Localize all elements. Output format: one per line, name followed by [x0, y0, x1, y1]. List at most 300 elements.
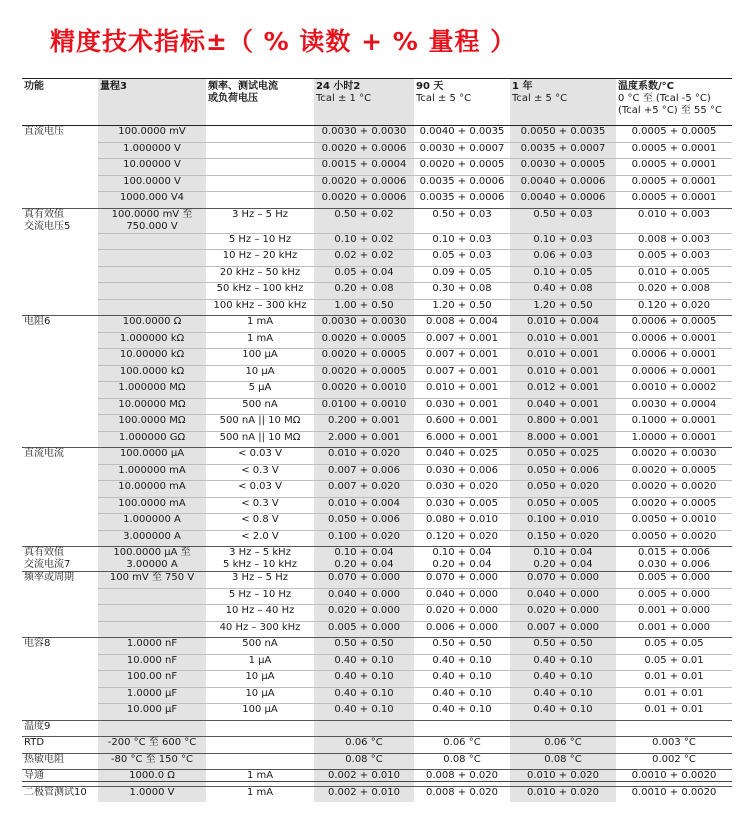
cell-accuracy-1y: 0.010 + 0.020 [510, 770, 616, 787]
cell-accuracy-24h: 0.100 + 0.020 [314, 530, 414, 547]
cell-function [22, 687, 98, 704]
cell-function: 导通 [22, 770, 98, 787]
cell-accuracy-24h: 0.0100 + 0.0010 [314, 398, 414, 415]
cell-test-condition: < 2.0 V [206, 530, 314, 547]
cell-temp-coefficient: 0.0050 + 0.0010 [616, 514, 732, 531]
cell-accuracy-1y: 0.010 + 0.001 [510, 365, 616, 382]
cell-temp-coefficient: 0.05 + 0.01 [616, 654, 732, 671]
cell-accuracy-90d: 0.50 + 0.50 [414, 638, 510, 655]
cell-accuracy-24h: 0.10 + 0.02 [314, 233, 414, 250]
cell-temp-coefficient: 0.0006 + 0.0001 [616, 349, 732, 366]
cell-function: 二极管测试10 [22, 786, 98, 802]
cell-temp-coefficient: 0.010 + 0.003 [616, 208, 732, 233]
cell-accuracy-90d: 0.08 °C [414, 753, 510, 770]
cell-test-condition: < 0.03 V [206, 481, 314, 498]
cell-temp-coefficient: 0.0006 + 0.0005 [616, 316, 732, 333]
cell-range: 1.000000 V [98, 142, 206, 159]
cell-accuracy-24h: 0.0020 + 0.0006 [314, 175, 414, 192]
cell-test-condition: < 0.3 V [206, 464, 314, 481]
cell-accuracy-24h: 0.50 + 0.50 [314, 638, 414, 655]
cell-test-condition: 500 nA [206, 398, 314, 415]
cell-accuracy-24h [314, 720, 414, 737]
cell-test-condition: 1 mA [206, 786, 314, 802]
cell-test-condition: 500 nA || 10 MΩ [206, 415, 314, 432]
cell-function: 电容8 [22, 638, 98, 655]
cell-accuracy-24h: 0.40 + 0.10 [314, 687, 414, 704]
cell-range: 100.0000 kΩ [98, 365, 206, 382]
cell-accuracy-1y: 0.100 + 0.010 [510, 514, 616, 531]
cell-accuracy-1y: 0.40 + 0.10 [510, 704, 616, 721]
cell-test-condition: 5 Hz – 10 Hz [206, 233, 314, 250]
cell-function [22, 233, 98, 250]
cell-range: 100.0000 μA 至 3.00000 A [98, 547, 206, 572]
cell-accuracy-24h: 0.010 + 0.020 [314, 448, 414, 465]
cell-accuracy-24h: 0.40 + 0.10 [314, 704, 414, 721]
cell-range: 1000.000 V4 [98, 192, 206, 209]
cell-function [22, 250, 98, 267]
cell-accuracy-24h: 0.002 + 0.010 [314, 786, 414, 802]
cell-range: -80 °C 至 150 °C [98, 753, 206, 770]
table-row [22, 431, 732, 448]
cell-accuracy-1y: 0.020 + 0.000 [510, 605, 616, 622]
cell-test-condition: 100 μA [206, 704, 314, 721]
cell-function [22, 365, 98, 382]
cell-accuracy-24h: 0.40 + 0.10 [314, 654, 414, 671]
cell-test-condition [206, 753, 314, 770]
table-body [22, 126, 732, 803]
cell-test-condition: 10 Hz – 20 kHz [206, 250, 314, 267]
cell-accuracy-1y: 0.06 + 0.03 [510, 250, 616, 267]
cell-test-condition: 10 μA [206, 671, 314, 688]
cell-range: 100.00 nF [98, 671, 206, 688]
table-row [22, 687, 732, 704]
cell-accuracy-24h: 0.40 + 0.10 [314, 671, 414, 688]
cell-accuracy-90d: 0.09 + 0.05 [414, 266, 510, 283]
cell-range: 10.00000 mA [98, 481, 206, 498]
cell-function [22, 415, 98, 432]
cell-range: 100.0000 Ω [98, 316, 206, 333]
cell-accuracy-1y: 0.010 + 0.004 [510, 316, 616, 333]
cell-temp-coefficient: 0.010 + 0.005 [616, 266, 732, 283]
cell-range [98, 605, 206, 622]
table-row [22, 605, 732, 622]
table-row [22, 250, 732, 267]
cell-range: 100.0000 mV 至 750.000 V [98, 208, 206, 233]
cell-range [98, 266, 206, 283]
cell-accuracy-24h: 0.20 + 0.08 [314, 283, 414, 300]
table-row [22, 497, 732, 514]
cell-function [22, 588, 98, 605]
cell-test-condition: 10 μA [206, 365, 314, 382]
cell-test-condition: 1 μA [206, 654, 314, 671]
cell-temp-coefficient [616, 720, 732, 737]
cell-range: 10.00000 kΩ [98, 349, 206, 366]
cell-range: 1000.0 Ω [98, 770, 206, 787]
cell-range: 100 mV 至 750 V [98, 572, 206, 589]
cell-accuracy-90d: 0.030 + 0.020 [414, 481, 510, 498]
table-row [22, 481, 732, 498]
cell-accuracy-1y: 0.50 + 0.03 [510, 208, 616, 233]
cell-test-condition [206, 720, 314, 737]
cell-accuracy-1y: 0.800 + 0.001 [510, 415, 616, 432]
cell-accuracy-1y: 0.010 + 0.001 [510, 332, 616, 349]
cell-accuracy-90d: 0.007 + 0.001 [414, 365, 510, 382]
cell-accuracy-1y: 0.050 + 0.020 [510, 481, 616, 498]
cell-function [22, 621, 98, 638]
table-header-row [22, 79, 732, 126]
cell-accuracy-90d: 6.000 + 0.001 [414, 431, 510, 448]
table-row [22, 720, 732, 737]
table-row [22, 464, 732, 481]
cell-temp-coefficient: 0.01 + 0.01 [616, 687, 732, 704]
cell-range: 1.0000 μF [98, 687, 206, 704]
cell-accuracy-24h: 0.08 °C [314, 753, 414, 770]
cell-temp-coefficient: 0.01 + 0.01 [616, 671, 732, 688]
table-row [22, 638, 732, 655]
cell-range [98, 233, 206, 250]
header-frequency-current: 频率、测试电流 或负荷电压 [206, 79, 314, 126]
cell-temp-coefficient: 0.002 °C [616, 753, 732, 770]
cell-accuracy-1y: 0.150 + 0.020 [510, 530, 616, 547]
cell-temp-coefficient: 0.0020 + 0.0005 [616, 497, 732, 514]
cell-function [22, 192, 98, 209]
table-row [22, 316, 732, 333]
cell-function [22, 530, 98, 547]
cell-test-condition [206, 159, 314, 176]
header-temp-coefficient: 温度系数/°C 0 °C 至 (Tcal -5 °C) (Tcal +5 °C) 至 55 °C [616, 79, 732, 126]
cell-accuracy-24h: 0.050 + 0.006 [314, 514, 414, 531]
cell-test-condition: 50 kHz – 100 kHz [206, 283, 314, 300]
cell-accuracy-90d: 0.40 + 0.10 [414, 704, 510, 721]
cell-range [98, 250, 206, 267]
cell-accuracy-90d: 0.020 + 0.000 [414, 605, 510, 622]
cell-temp-coefficient: 0.0020 + 0.0020 [616, 481, 732, 498]
cell-accuracy-24h: 0.070 + 0.000 [314, 572, 414, 589]
table-row [22, 530, 732, 547]
cell-accuracy-1y: 0.06 °C [510, 737, 616, 754]
cell-accuracy-1y: 8.000 + 0.001 [510, 431, 616, 448]
cell-range: 1.000000 GΩ [98, 431, 206, 448]
cell-accuracy-1y: 0.050 + 0.025 [510, 448, 616, 465]
cell-accuracy-1y: 0.010 + 0.001 [510, 349, 616, 366]
table-row [22, 142, 732, 159]
cell-function [22, 605, 98, 622]
cell-test-condition: 1 mA [206, 770, 314, 787]
table-row [22, 175, 732, 192]
cell-temp-coefficient: 0.120 + 0.020 [616, 299, 732, 316]
cell-function [22, 514, 98, 531]
cell-range: -200 °C 至 600 °C [98, 737, 206, 754]
cell-temp-coefficient: 0.0005 + 0.0001 [616, 159, 732, 176]
table-row [22, 266, 732, 283]
page-title: 精度技术指标±（ % 读数 + % 量程 ） [50, 27, 517, 56]
table-row [22, 233, 732, 250]
table-row [22, 547, 732, 572]
cell-accuracy-24h: 0.040 + 0.000 [314, 588, 414, 605]
cell-accuracy-1y: 1.20 + 0.50 [510, 299, 616, 316]
cell-function [22, 497, 98, 514]
cell-accuracy-90d: 0.30 + 0.08 [414, 283, 510, 300]
cell-temp-coefficient: 0.0005 + 0.0001 [616, 175, 732, 192]
cell-test-condition: 10 Hz – 40 Hz [206, 605, 314, 622]
cell-range: 100.0000 mV [98, 126, 206, 143]
cell-test-condition: 20 kHz – 50 kHz [206, 266, 314, 283]
cell-temp-coefficient: 0.0010 + 0.0020 [616, 786, 732, 802]
cell-temp-coefficient: 0.008 + 0.003 [616, 233, 732, 250]
cell-temp-coefficient: 0.003 °C [616, 737, 732, 754]
cell-accuracy-1y: 0.50 + 0.50 [510, 638, 616, 655]
cell-accuracy-90d [414, 720, 510, 737]
cell-test-condition [206, 737, 314, 754]
cell-accuracy-1y: 0.10 + 0.03 [510, 233, 616, 250]
cell-test-condition: 5 μA [206, 382, 314, 399]
table-row [22, 299, 732, 316]
cell-temp-coefficient: 0.0010 + 0.0002 [616, 382, 732, 399]
cell-function [22, 142, 98, 159]
cell-accuracy-90d: 0.008 + 0.020 [414, 770, 510, 787]
cell-range: 10.000 μF [98, 704, 206, 721]
cell-function [22, 349, 98, 366]
cell-range [98, 720, 206, 737]
cell-range: 100.0000 V [98, 175, 206, 192]
cell-accuracy-1y: 0.040 + 0.000 [510, 588, 616, 605]
cell-accuracy-1y: 0.040 + 0.001 [510, 398, 616, 415]
cell-function: 温度9 [22, 720, 98, 737]
header-24-hour: 24 小时2 Tcal ± 1 °C [314, 79, 414, 126]
cell-accuracy-24h: 0.007 + 0.020 [314, 481, 414, 498]
cell-function [22, 398, 98, 415]
cell-test-condition: 3 Hz – 5 kHz 5 kHz – 10 kHz [206, 547, 314, 572]
table-row [22, 753, 732, 770]
table-row [22, 208, 732, 233]
cell-accuracy-1y: 0.0050 + 0.0035 [510, 126, 616, 143]
table-row [22, 704, 732, 721]
cell-accuracy-24h: 0.007 + 0.006 [314, 464, 414, 481]
cell-range: 1.000000 A [98, 514, 206, 531]
cell-function [22, 299, 98, 316]
cell-accuracy-1y: 0.40 + 0.10 [510, 654, 616, 671]
cell-range: 100.0000 mA [98, 497, 206, 514]
cell-function: 热敏电阻 [22, 753, 98, 770]
cell-function [22, 266, 98, 283]
cut-off-footnote [24, 784, 274, 790]
cell-test-condition: 500 nA [206, 638, 314, 655]
cell-test-condition: 1 mA [206, 332, 314, 349]
cell-function [22, 464, 98, 481]
cell-accuracy-24h: 0.0020 + 0.0005 [314, 349, 414, 366]
cell-function: 真有效值 交流电压5 [22, 208, 98, 233]
cell-accuracy-90d: 0.120 + 0.020 [414, 530, 510, 547]
cell-function: 电阻6 [22, 316, 98, 333]
table-row [22, 159, 732, 176]
header-range: 量程3 [98, 79, 206, 126]
cell-accuracy-1y: 0.08 °C [510, 753, 616, 770]
cell-accuracy-90d: 0.080 + 0.010 [414, 514, 510, 531]
cell-temp-coefficient: 0.0010 + 0.0020 [616, 770, 732, 787]
cell-accuracy-24h: 0.0020 + 0.0005 [314, 332, 414, 349]
table-row [22, 126, 732, 143]
table-row [22, 621, 732, 638]
cell-accuracy-1y: 0.0035 + 0.0007 [510, 142, 616, 159]
cell-temp-coefficient: 0.001 + 0.000 [616, 621, 732, 638]
cell-accuracy-90d: 0.006 + 0.000 [414, 621, 510, 638]
cell-accuracy-90d: 0.05 + 0.03 [414, 250, 510, 267]
cell-accuracy-90d: 0.0030 + 0.0007 [414, 142, 510, 159]
cell-accuracy-24h: 0.0020 + 0.0005 [314, 365, 414, 382]
cell-accuracy-24h: 0.06 °C [314, 737, 414, 754]
cell-function [22, 481, 98, 498]
cell-test-condition: 1 mA [206, 316, 314, 333]
cell-accuracy-90d: 0.008 + 0.004 [414, 316, 510, 333]
cell-accuracy-1y: 0.0040 + 0.0006 [510, 175, 616, 192]
cell-accuracy-1y: 0.40 + 0.10 [510, 671, 616, 688]
table-row [22, 332, 732, 349]
table-row [22, 588, 732, 605]
cell-accuracy-24h: 2.000 + 0.001 [314, 431, 414, 448]
table-row [22, 448, 732, 465]
table-row [22, 349, 732, 366]
cell-range [98, 283, 206, 300]
cell-accuracy-90d: 0.010 + 0.001 [414, 382, 510, 399]
cell-function [22, 332, 98, 349]
cell-accuracy-1y: 0.0040 + 0.0006 [510, 192, 616, 209]
cell-accuracy-90d: 0.40 + 0.10 [414, 687, 510, 704]
cell-accuracy-1y: 0.010 + 0.020 [510, 786, 616, 802]
cell-accuracy-24h: 0.002 + 0.010 [314, 770, 414, 787]
cell-function: 频率或周期 [22, 572, 98, 589]
cell-accuracy-90d: 0.070 + 0.000 [414, 572, 510, 589]
cell-range: 1.0000 nF [98, 638, 206, 655]
cell-accuracy-24h: 0.0030 + 0.0030 [314, 126, 414, 143]
cell-accuracy-24h: 0.0015 + 0.0004 [314, 159, 414, 176]
cell-accuracy-90d: 0.600 + 0.001 [414, 415, 510, 432]
cell-temp-coefficient: 0.0005 + 0.0001 [616, 142, 732, 159]
cell-temp-coefficient: 0.005 + 0.000 [616, 588, 732, 605]
header-90-day: 90 天 Tcal ± 5 °C [414, 79, 510, 126]
cell-accuracy-1y: 0.012 + 0.001 [510, 382, 616, 399]
cell-temp-coefficient: 0.0050 + 0.0020 [616, 530, 732, 547]
cell-test-condition [206, 126, 314, 143]
cell-accuracy-24h: 0.010 + 0.004 [314, 497, 414, 514]
cell-accuracy-24h: 0.0020 + 0.0006 [314, 192, 414, 209]
cell-accuracy-90d: 1.20 + 0.50 [414, 299, 510, 316]
cell-test-condition: 100 μA [206, 349, 314, 366]
cell-test-condition [206, 142, 314, 159]
cell-test-condition: < 0.3 V [206, 497, 314, 514]
cell-accuracy-1y: 0.0030 + 0.0005 [510, 159, 616, 176]
cell-temp-coefficient: 0.0006 + 0.0001 [616, 332, 732, 349]
table-row [22, 382, 732, 399]
cell-function [22, 283, 98, 300]
cell-temp-coefficient: 0.0006 + 0.0001 [616, 365, 732, 382]
cell-accuracy-1y [510, 720, 616, 737]
table-row [22, 398, 732, 415]
table-row [22, 365, 732, 382]
cell-accuracy-90d: 0.10 + 0.03 [414, 233, 510, 250]
cell-accuracy-90d: 0.40 + 0.10 [414, 654, 510, 671]
cell-range: 100.0000 MΩ [98, 415, 206, 432]
cell-accuracy-24h: 0.200 + 0.001 [314, 415, 414, 432]
cell-temp-coefficient: 0.0020 + 0.0030 [616, 448, 732, 465]
cell-temp-coefficient: 0.01 + 0.01 [616, 704, 732, 721]
cell-test-condition [206, 192, 314, 209]
cell-accuracy-1y: 0.007 + 0.000 [510, 621, 616, 638]
cell-test-condition [206, 175, 314, 192]
cell-function: 直流电流 [22, 448, 98, 465]
cell-function [22, 654, 98, 671]
cell-accuracy-90d: 0.0040 + 0.0035 [414, 126, 510, 143]
cell-function: RTD [22, 737, 98, 754]
cell-accuracy-90d: 0.040 + 0.025 [414, 448, 510, 465]
cell-function: 直流电压 [22, 126, 98, 143]
cell-accuracy-1y: 0.40 + 0.10 [510, 687, 616, 704]
cell-range: 10.00000 MΩ [98, 398, 206, 415]
cell-temp-coefficient: 0.0005 + 0.0005 [616, 126, 732, 143]
cell-accuracy-90d: 0.0035 + 0.0006 [414, 175, 510, 192]
cell-test-condition: 5 Hz – 10 Hz [206, 588, 314, 605]
cell-function [22, 382, 98, 399]
table-row [22, 514, 732, 531]
cell-temp-coefficient: 0.1000 + 0.0001 [616, 415, 732, 432]
cell-accuracy-24h: 0.0020 + 0.0010 [314, 382, 414, 399]
cell-accuracy-90d: 0.030 + 0.001 [414, 398, 510, 415]
cell-accuracy-90d: 0.030 + 0.005 [414, 497, 510, 514]
cell-accuracy-90d: 0.007 + 0.001 [414, 349, 510, 366]
cell-test-condition: < 0.03 V [206, 448, 314, 465]
table-row [22, 737, 732, 754]
cell-accuracy-24h: 0.0020 + 0.0006 [314, 142, 414, 159]
table-row [22, 283, 732, 300]
cell-accuracy-1y: 0.050 + 0.006 [510, 464, 616, 481]
cell-range [98, 299, 206, 316]
cell-function [22, 175, 98, 192]
cell-accuracy-1y: 0.40 + 0.08 [510, 283, 616, 300]
cell-range: 1.000000 kΩ [98, 332, 206, 349]
cell-accuracy-24h: 0.50 + 0.02 [314, 208, 414, 233]
cell-test-condition: 10 μA [206, 687, 314, 704]
header-function: 功能 [22, 79, 98, 126]
cell-function [22, 431, 98, 448]
cell-accuracy-90d: 0.008 + 0.020 [414, 786, 510, 802]
cell-temp-coefficient: 0.005 + 0.000 [616, 572, 732, 589]
cell-range: 3.000000 A [98, 530, 206, 547]
cell-temp-coefficient: 0.05 + 0.05 [616, 638, 732, 655]
cell-range: 1.0000 V [98, 786, 206, 802]
cell-accuracy-90d: 0.0035 + 0.0006 [414, 192, 510, 209]
cell-temp-coefficient: 0.0005 + 0.0001 [616, 192, 732, 209]
cell-function [22, 704, 98, 721]
cell-accuracy-24h: 0.0030 + 0.0030 [314, 316, 414, 333]
cell-test-condition: 3 Hz – 5 Hz [206, 572, 314, 589]
cell-test-condition: < 0.8 V [206, 514, 314, 531]
cell-range: 1.000000 MΩ [98, 382, 206, 399]
cell-temp-coefficient: 1.0000 + 0.0001 [616, 431, 732, 448]
cell-function [22, 671, 98, 688]
cell-accuracy-24h: 0.020 + 0.000 [314, 605, 414, 622]
cell-accuracy-90d: 0.030 + 0.006 [414, 464, 510, 481]
cell-accuracy-90d: 0.0020 + 0.0005 [414, 159, 510, 176]
accuracy-spec-table [22, 78, 732, 802]
cell-accuracy-24h: 0.005 + 0.000 [314, 621, 414, 638]
cell-range [98, 588, 206, 605]
table-row [22, 415, 732, 432]
cell-temp-coefficient: 0.015 + 0.006 0.030 + 0.006 [616, 547, 732, 572]
cell-accuracy-24h: 0.10 + 0.04 0.20 + 0.04 [314, 547, 414, 572]
cell-temp-coefficient: 0.005 + 0.003 [616, 250, 732, 267]
cell-accuracy-24h: 0.05 + 0.04 [314, 266, 414, 283]
cell-temp-coefficient: 0.0020 + 0.0005 [616, 464, 732, 481]
cell-accuracy-90d: 0.50 + 0.03 [414, 208, 510, 233]
